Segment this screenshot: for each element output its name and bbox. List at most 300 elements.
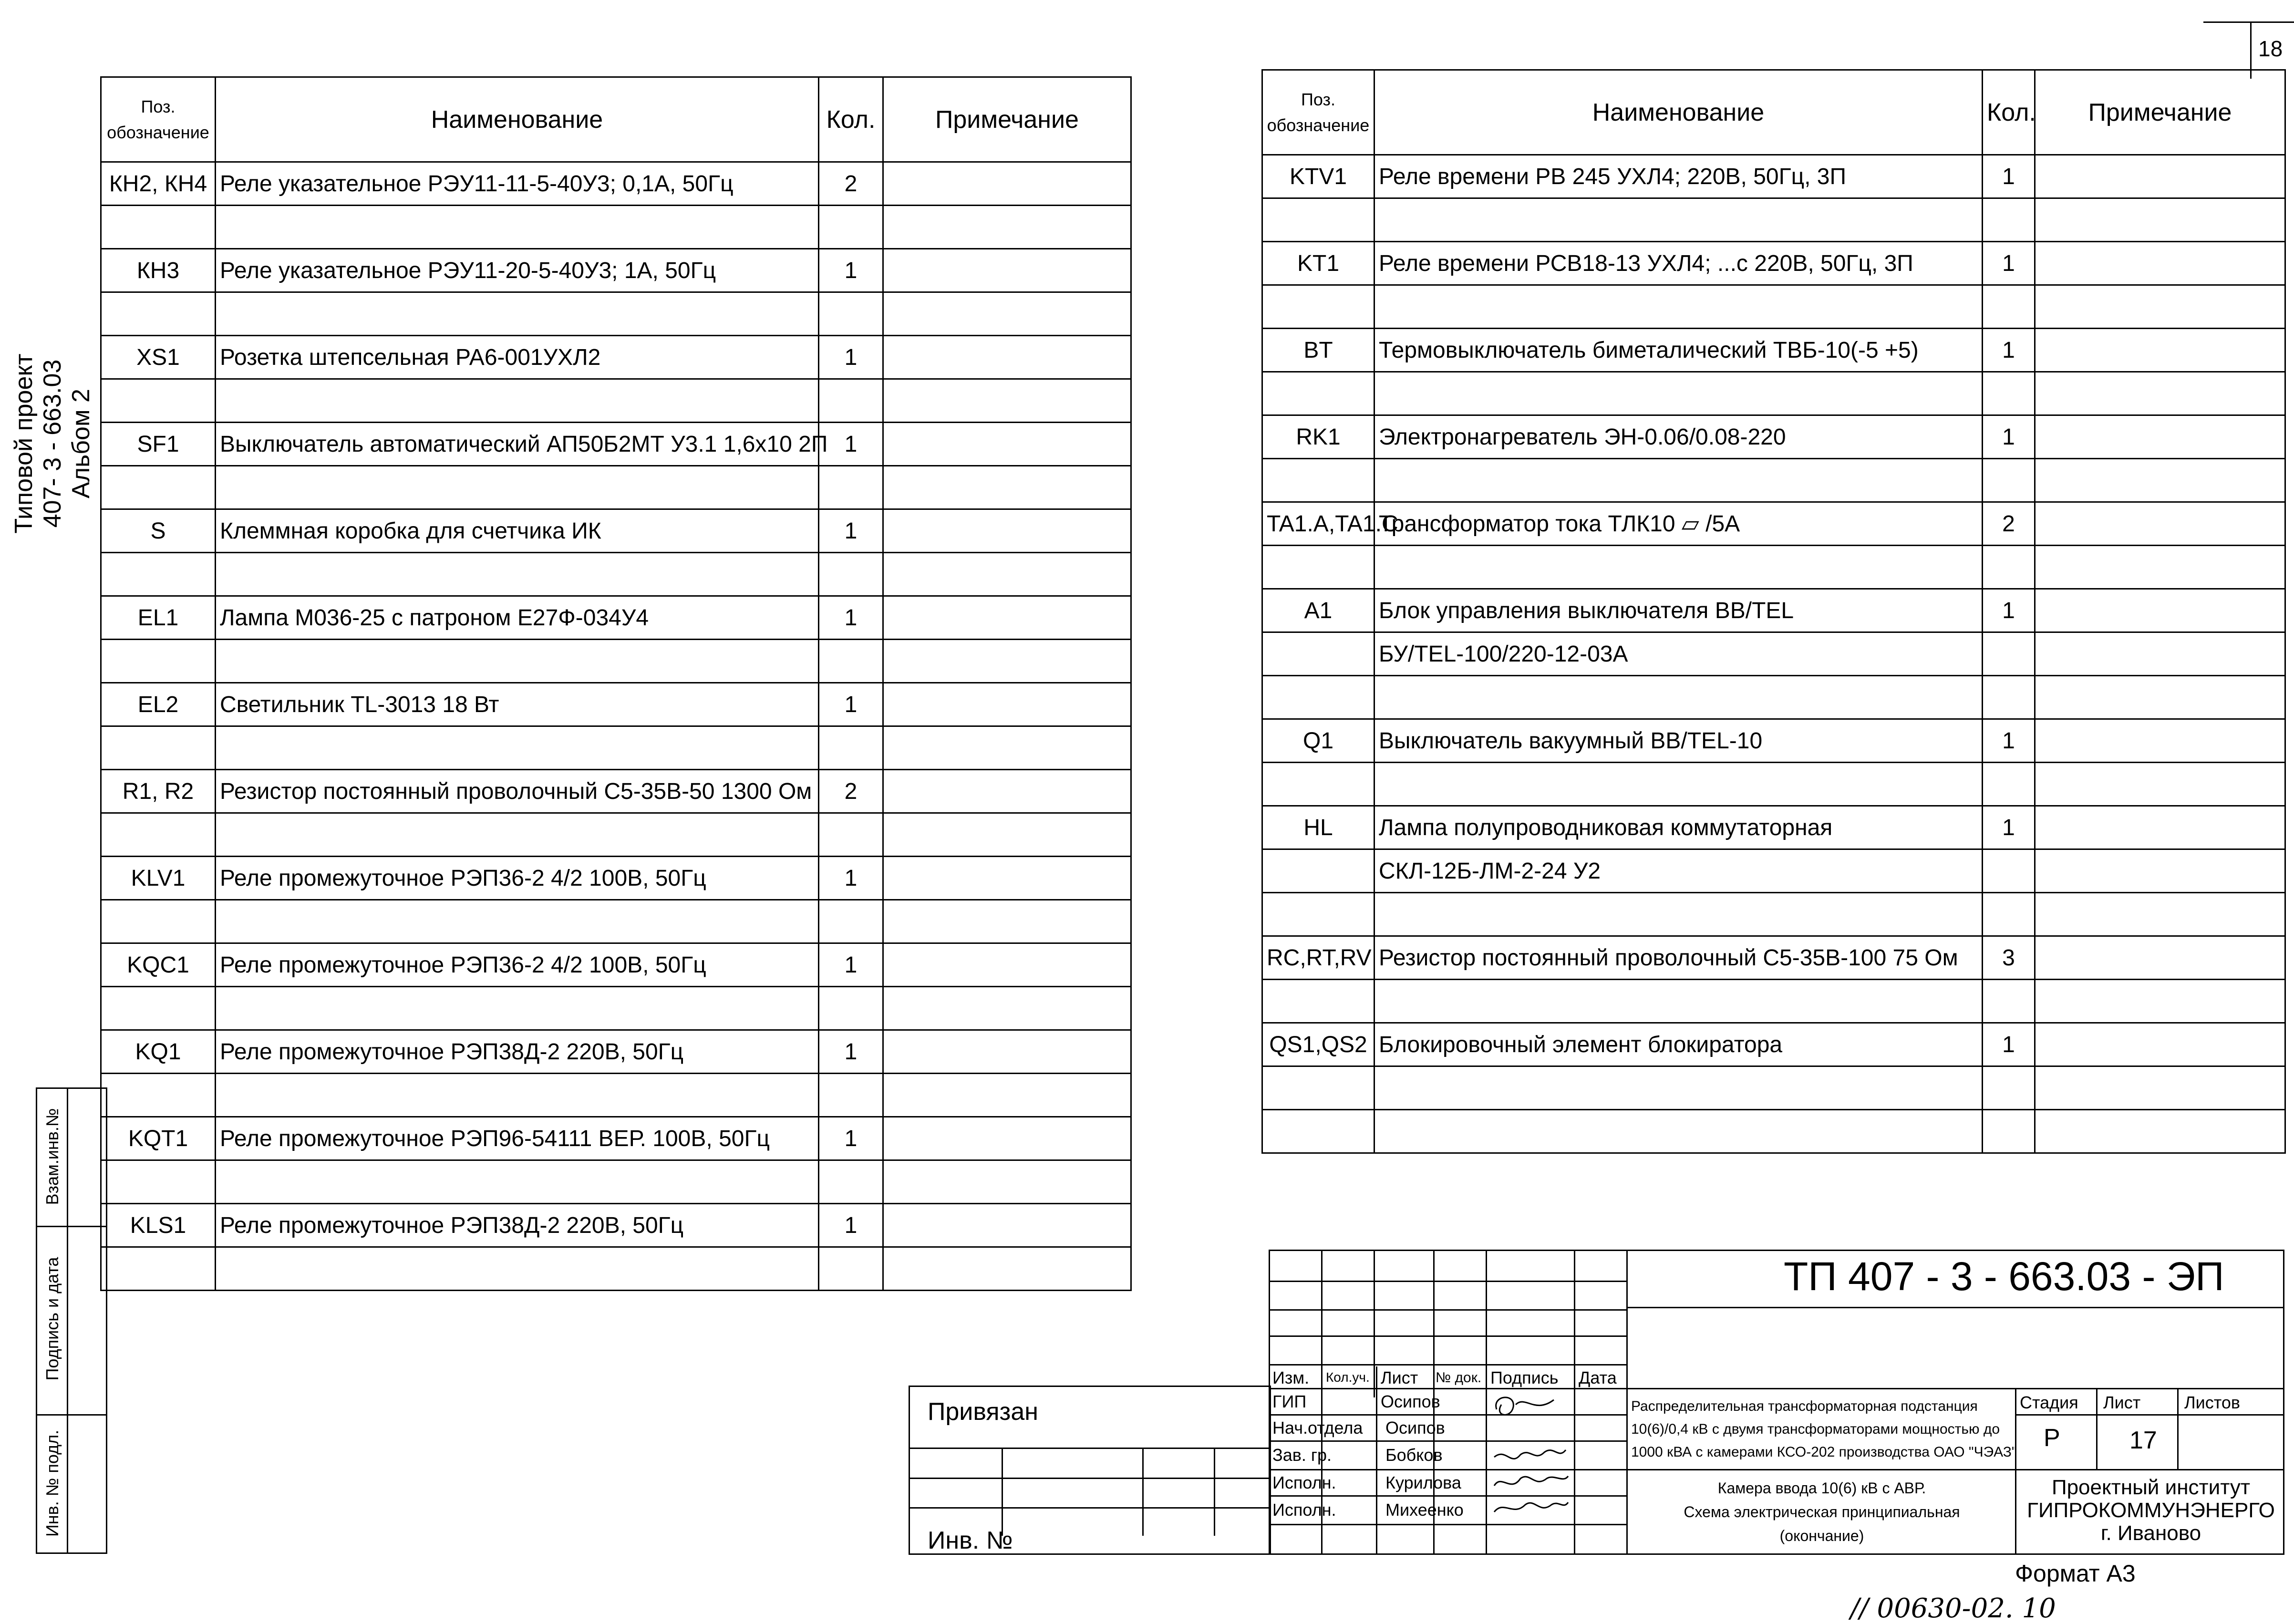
format-label: Формат А3 xyxy=(2015,1560,2136,1587)
cell-pos: QS1,QS2 xyxy=(1262,1023,1374,1066)
cell-qty: 1 xyxy=(819,1117,883,1160)
table-row xyxy=(1262,242,2285,285)
cell-name: Реле промежуточное РЭП38Д-2 220В, 50Гц xyxy=(216,1030,819,1074)
cell-note xyxy=(2035,155,2285,198)
cell-name xyxy=(216,1160,819,1204)
table-row xyxy=(101,379,1131,423)
cell-note xyxy=(883,509,1131,553)
cell-qty: 1 xyxy=(819,1204,883,1247)
side-title-line: 407- 3 - 663.03 xyxy=(39,359,66,528)
cell-qty: 2 xyxy=(819,770,883,813)
stamp-vzam: Взам.инв.№ xyxy=(42,1108,62,1205)
stamp-divider xyxy=(36,1414,107,1416)
privyazan-line xyxy=(1002,1448,1003,1536)
table-row xyxy=(101,423,1131,466)
cell-pos: КН3 xyxy=(101,249,216,292)
table-header xyxy=(101,77,1131,162)
cell-pos: RC,RT,RV xyxy=(1262,936,1374,980)
privyazan-line xyxy=(1214,1448,1215,1536)
cell-qty: 1 xyxy=(819,423,883,466)
cell-qty xyxy=(1983,849,2035,893)
cell-note xyxy=(883,857,1131,900)
cell-pos: R1, R2 xyxy=(101,770,216,813)
table-row xyxy=(101,900,1131,943)
stamp-divider xyxy=(67,1087,68,1554)
doc-code: ТП 407 - 3 - 663.03 - ЭП xyxy=(1784,1254,2224,1299)
tb-line xyxy=(1269,1281,1626,1282)
cell-name: Реле промежуточное РЭП96-54111 ВЕР. 100В, 50Гц xyxy=(216,1117,819,1160)
col-label: Кол.уч. xyxy=(1326,1370,1370,1385)
cell-note xyxy=(2035,936,2285,980)
cell-note xyxy=(2035,676,2285,719)
stamp-inv: Инв. № подл. xyxy=(42,1429,62,1537)
cell-name: Светильник TL-3013 18 Вт xyxy=(216,683,819,726)
sheet-value: 17 xyxy=(2129,1427,2157,1454)
table-row xyxy=(1262,936,2285,980)
header-name: Наименование xyxy=(216,77,819,162)
cell-qty xyxy=(819,987,883,1030)
cell-note xyxy=(883,813,1131,857)
table-row xyxy=(1262,372,2285,415)
cell-name: Реле промежуточное РЭП36-2 4/2 100В, 50Гц xyxy=(216,943,819,987)
tb-line xyxy=(1376,1366,1377,1555)
header-pos: Поз. обозначение xyxy=(1262,70,1374,155)
table-row xyxy=(1262,329,2285,372)
cell-qty xyxy=(1983,198,2035,242)
cell-pos xyxy=(101,1247,216,1291)
col-label: Подпись xyxy=(1490,1368,1559,1387)
role-label: Исполн. xyxy=(1272,1500,1336,1520)
cell-name xyxy=(216,726,819,770)
cell-qty: 1 xyxy=(819,683,883,726)
cell-name: Блокировочный элемент блокиратора xyxy=(1374,1023,1983,1066)
cell-pos: КН2, КН4 xyxy=(101,162,216,206)
cell-pos xyxy=(1262,763,1374,806)
cell-pos xyxy=(1262,849,1374,893)
cell-qty: 3 xyxy=(1983,936,2035,980)
cell-name xyxy=(1374,676,1983,719)
cell-name: Резистор постоянный проволочный С5-35В-100 75 Ом xyxy=(1374,936,1983,980)
cell-pos xyxy=(101,553,216,596)
cell-pos xyxy=(101,379,216,423)
cell-name: Реле промежуточное РЭП36-2 4/2 100В, 50Гц xyxy=(216,857,819,900)
cell-pos xyxy=(1262,459,1374,502)
tb-line xyxy=(1626,1307,2284,1308)
cell-note xyxy=(2035,285,2285,329)
tb-line xyxy=(1574,1250,1575,1555)
privyazan-line xyxy=(909,1507,1271,1509)
side-title xyxy=(10,343,95,544)
tb-line xyxy=(2096,1388,2098,1469)
cell-name: Реле промежуточное РЭП38Д-2 220В, 50Гц xyxy=(216,1204,819,1247)
tb-line xyxy=(1269,1309,1626,1311)
col-label: № док. xyxy=(1436,1370,1482,1386)
cell-pos xyxy=(1262,372,1374,415)
cell-note xyxy=(883,423,1131,466)
cell-name xyxy=(216,987,819,1030)
table-row xyxy=(101,1160,1131,1204)
privyazan-line xyxy=(1142,1448,1144,1536)
cell-pos xyxy=(1262,893,1374,936)
side-title-line: Типовой проект xyxy=(10,353,38,534)
table-row xyxy=(1262,719,2285,763)
person-name: Осипов xyxy=(1385,1418,1445,1438)
cell-name xyxy=(216,640,819,683)
sheet-number: 18 xyxy=(2258,36,2283,61)
cell-qty xyxy=(819,726,883,770)
cell-name: Розетка штепсельная РА6-001УХЛ2 xyxy=(216,336,819,379)
table-row xyxy=(101,466,1131,509)
tb-line xyxy=(1269,1388,1626,1389)
cell-note xyxy=(883,553,1131,596)
table-row xyxy=(101,336,1131,379)
table-row xyxy=(1262,632,2285,676)
cell-qty: 1 xyxy=(819,1030,883,1074)
cell-qty: 1 xyxy=(1983,589,2035,632)
tb-line xyxy=(2177,1388,2179,1469)
cell-note xyxy=(2035,1110,2285,1153)
table-row xyxy=(101,943,1131,987)
cell-qty: 1 xyxy=(1983,155,2035,198)
cell-qty xyxy=(819,466,883,509)
cell-note xyxy=(883,1247,1131,1291)
cell-pos xyxy=(101,987,216,1030)
cell-qty xyxy=(1983,1066,2035,1110)
cell-pos xyxy=(101,813,216,857)
cell-name: Выключатель вакуумный ВВ/TEL-10 xyxy=(1374,719,1983,763)
role-label: Исполн. xyxy=(1272,1473,1336,1492)
cell-name xyxy=(1374,893,1983,936)
cell-name xyxy=(1374,1066,1983,1110)
cell-pos: XS1 xyxy=(101,336,216,379)
table-row xyxy=(101,683,1131,726)
table-row xyxy=(101,1030,1131,1074)
table-row xyxy=(101,596,1131,640)
table-row xyxy=(1262,893,2285,936)
table-row xyxy=(1262,502,2285,546)
cell-name: Блок управления выключателя ВВ/TEL xyxy=(1374,589,1983,632)
table-row xyxy=(101,1117,1131,1160)
cell-name: Реле времени РСВ18-13 УХЛ4; ...с 220В, 50Гц, 3П xyxy=(1374,242,1983,285)
cell-pos: SF1 xyxy=(101,423,216,466)
cell-name xyxy=(1374,285,1983,329)
cell-note xyxy=(2035,632,2285,676)
cell-note xyxy=(2035,372,2285,415)
cell-pos xyxy=(101,900,216,943)
cell-pos: KTV1 xyxy=(1262,155,1374,198)
table-row xyxy=(101,162,1131,206)
signatures xyxy=(1487,1390,1573,1524)
cell-qty xyxy=(819,813,883,857)
cell-note xyxy=(2035,589,2285,632)
cell-qty xyxy=(1983,980,2035,1023)
cell-note xyxy=(883,900,1131,943)
cell-name xyxy=(216,1247,819,1291)
cell-note xyxy=(883,379,1131,423)
cell-name xyxy=(216,813,819,857)
role-label: Нач.отдела xyxy=(1272,1418,1363,1438)
tb-line xyxy=(1269,1335,1626,1337)
cell-note xyxy=(2035,415,2285,459)
table-row xyxy=(1262,763,2285,806)
table-row xyxy=(1262,459,2285,502)
cell-qty xyxy=(819,292,883,336)
cell-name xyxy=(1374,459,1983,502)
cell-note xyxy=(883,770,1131,813)
cell-qty: 2 xyxy=(819,162,883,206)
cell-note xyxy=(883,466,1131,509)
cell-pos xyxy=(1262,198,1374,242)
col-label: Дата xyxy=(1579,1368,1617,1387)
cell-qty: 1 xyxy=(819,509,883,553)
role-label: ГИП xyxy=(1272,1392,1307,1411)
cell-pos: KLS1 xyxy=(101,1204,216,1247)
stage-label: Стадия xyxy=(2020,1393,2078,1412)
col-label: Лист xyxy=(1381,1368,1418,1387)
table-row xyxy=(101,509,1131,553)
cell-pos: EL1 xyxy=(101,596,216,640)
cell-pos xyxy=(101,726,216,770)
cell-name: Резистор постоянный проволочный С5-35В-50 1300 Ом xyxy=(216,770,819,813)
table-row xyxy=(101,640,1131,683)
cell-note xyxy=(2035,1066,2285,1110)
cell-note xyxy=(883,206,1131,249)
cell-name: Реле указательное РЭУ11-20-5-40У3; 1А, 50Гц xyxy=(216,249,819,292)
cell-qty: 1 xyxy=(819,336,883,379)
table-row xyxy=(1262,589,2285,632)
cell-qty xyxy=(819,900,883,943)
cell-qty xyxy=(1983,285,2035,329)
cell-note xyxy=(2035,198,2285,242)
cell-pos xyxy=(101,1160,216,1204)
cell-note xyxy=(2035,719,2285,763)
inv-no-label: Инв. № xyxy=(928,1527,1013,1554)
cell-pos xyxy=(101,206,216,249)
cell-qty xyxy=(819,1160,883,1204)
tb-line xyxy=(1269,1364,1626,1365)
cell-pos: A1 xyxy=(1262,589,1374,632)
signature-bobkov xyxy=(1494,1450,1566,1459)
cell-pos: TA1.A,TA1.C xyxy=(1262,502,1374,546)
cell-note xyxy=(883,336,1131,379)
cell-note xyxy=(883,683,1131,726)
cell-note xyxy=(2035,980,2285,1023)
privyazan-line xyxy=(909,1478,1271,1479)
table-row xyxy=(101,206,1131,249)
cell-note xyxy=(883,1074,1131,1117)
cell-note xyxy=(2035,459,2285,502)
cell-pos xyxy=(1262,1066,1374,1110)
org-block: Проектный институт ГИПРОКОММУНЭНЕРГО г. Иваново xyxy=(2027,1476,2275,1545)
cell-qty xyxy=(819,553,883,596)
cell-note xyxy=(883,1030,1131,1074)
privyazan-label: Привязан xyxy=(928,1398,1039,1426)
cell-note xyxy=(2035,1023,2285,1066)
cell-pos: KT1 xyxy=(1262,242,1374,285)
cell-pos: KLV1 xyxy=(101,857,216,900)
cell-name xyxy=(1374,198,1983,242)
cell-qty: 1 xyxy=(1983,329,2035,372)
cell-qty xyxy=(1983,893,2035,936)
person-name: Бобков xyxy=(1385,1445,1443,1465)
header-qty: Кол. xyxy=(819,77,883,162)
cell-qty: 1 xyxy=(819,596,883,640)
tb-line xyxy=(2015,1414,2284,1416)
table-row xyxy=(101,1204,1131,1247)
cell-name: Лампа М036-25 с патроном Е27Ф-034У4 xyxy=(216,596,819,640)
cell-name: Реле указательное РЭУ11-11-5-40У3; 0,1А, 50Гц xyxy=(216,162,819,206)
cell-qty xyxy=(819,1247,883,1291)
table-row xyxy=(1262,1066,2285,1110)
cell-pos: KQT1 xyxy=(101,1117,216,1160)
cell-pos xyxy=(1262,676,1374,719)
cell-qty: 1 xyxy=(819,857,883,900)
cell-note xyxy=(2035,242,2285,285)
cell-name: Лампа полупроводниковая коммутаторная xyxy=(1374,806,1983,849)
cell-qty xyxy=(819,1074,883,1117)
cell-qty: 2 xyxy=(1983,502,2035,546)
table-header xyxy=(1262,70,2285,155)
table-row xyxy=(1262,676,2285,719)
cell-note xyxy=(2035,806,2285,849)
description: Распределительная трансформаторная подстанция 10(6)/0,4 кВ с двумя трансформаторами мощностью до 1000 кВА с камерами КСО-202 производства ОАО "ЧЭАЗ" xyxy=(1631,1398,2017,1460)
table-row xyxy=(101,726,1131,770)
cell-name xyxy=(216,379,819,423)
cell-pos: RK1 xyxy=(1262,415,1374,459)
cell-pos: BT xyxy=(1262,329,1374,372)
table-row xyxy=(1262,198,2285,242)
cell-note xyxy=(2035,546,2285,589)
footer-handwritten: // 00630-02. 10 xyxy=(1850,1593,2056,1624)
cell-qty xyxy=(1983,676,2035,719)
stamp-divider xyxy=(36,1226,107,1227)
cell-name xyxy=(216,900,819,943)
role-label: Зав. гр. xyxy=(1272,1445,1332,1465)
table-row xyxy=(1262,806,2285,849)
cell-pos xyxy=(101,1074,216,1117)
cell-name xyxy=(216,292,819,336)
tb-line xyxy=(1626,1388,2284,1389)
spec-table-right xyxy=(1261,69,2286,1154)
table-row xyxy=(101,857,1131,900)
cell-note xyxy=(883,640,1131,683)
cell-note xyxy=(2035,893,2285,936)
privyazan-line xyxy=(909,1448,1271,1449)
tb-line xyxy=(1626,1469,2284,1470)
cell-note xyxy=(883,726,1131,770)
tb-line xyxy=(1269,1524,1626,1525)
tb-line xyxy=(1626,1250,1628,1555)
cell-qty: 1 xyxy=(819,943,883,987)
cell-pos xyxy=(1262,632,1374,676)
header-pos: Поз. обозначение xyxy=(101,77,216,162)
header-name: Наименование xyxy=(1374,70,1983,155)
spec-table-left xyxy=(100,76,1132,1291)
table-row xyxy=(1262,546,2285,589)
cell-name xyxy=(216,553,819,596)
cell-note xyxy=(883,1117,1131,1160)
cell-note xyxy=(2035,849,2285,893)
cell-note xyxy=(2035,763,2285,806)
cell-name xyxy=(216,206,819,249)
cell-qty xyxy=(1983,546,2035,589)
cell-qty: 1 xyxy=(1983,806,2035,849)
signature-miheenko xyxy=(1494,1502,1568,1512)
cell-name xyxy=(1374,980,1983,1023)
cell-name xyxy=(1374,763,1983,806)
person-name: Михеенко xyxy=(1385,1500,1464,1520)
cell-name: Трансформатор тока ТЛК10 ▱ /5А xyxy=(1374,502,1983,546)
cell-name: Термовыключатель биметалический ТВБ-10(-5 +5) xyxy=(1374,329,1983,372)
cell-pos xyxy=(101,640,216,683)
cell-qty xyxy=(1983,1110,2035,1153)
table-row xyxy=(1262,980,2285,1023)
table-row xyxy=(1262,415,2285,459)
header-note: Примечание xyxy=(2035,70,2285,155)
cell-qty xyxy=(1983,372,2035,415)
table-row xyxy=(101,1074,1131,1117)
signature-osipov xyxy=(1496,1397,1554,1415)
table-row xyxy=(101,813,1131,857)
cell-name xyxy=(1374,1110,1983,1153)
table-row xyxy=(101,770,1131,813)
cell-note xyxy=(883,1160,1131,1204)
sheet-label: Лист xyxy=(2103,1393,2141,1412)
cell-name xyxy=(1374,546,1983,589)
header-note: Примечание xyxy=(883,77,1131,162)
cell-note xyxy=(883,292,1131,336)
cell-pos xyxy=(101,466,216,509)
cell-name xyxy=(216,466,819,509)
sheets-label: Листов xyxy=(2184,1393,2240,1412)
side-title-line: Альбом 2 xyxy=(67,389,95,498)
table-row xyxy=(1262,1110,2285,1153)
cell-name xyxy=(216,1074,819,1117)
person-name: Осипов xyxy=(1381,1392,1440,1411)
cell-pos: Q1 xyxy=(1262,719,1374,763)
cell-note xyxy=(883,249,1131,292)
cell-note xyxy=(2035,502,2285,546)
cell-qty: 1 xyxy=(1983,719,2035,763)
table-row xyxy=(101,249,1131,292)
cell-pos xyxy=(1262,546,1374,589)
cell-qty: 1 xyxy=(1983,242,2035,285)
cell-name: Реле времени РВ 245 УХЛ4; 220В, 50Гц, 3П xyxy=(1374,155,1983,198)
cell-note xyxy=(883,1204,1131,1247)
table-row xyxy=(1262,1023,2285,1066)
cell-pos: EL2 xyxy=(101,683,216,726)
table-row xyxy=(101,292,1131,336)
table-row xyxy=(1262,285,2285,329)
cell-note xyxy=(883,162,1131,206)
cell-name: Выключатель автоматический АП50Б2МТ У3.1 1,6х10 2П xyxy=(216,423,819,466)
stage-value: Р xyxy=(2044,1424,2060,1452)
signature-kurilova xyxy=(1494,1476,1568,1486)
cell-name: БУ/TEL-100/220-12-03А xyxy=(1374,632,1983,676)
cell-name: Электронагреватель ЭН-0.06/0.08-220 xyxy=(1374,415,1983,459)
person-name: Курилова xyxy=(1385,1473,1461,1492)
cell-qty: 1 xyxy=(1983,415,2035,459)
cell-qty: 1 xyxy=(1983,1023,2035,1066)
cell-qty xyxy=(819,640,883,683)
cell-qty xyxy=(1983,763,2035,806)
header-qty: Кол. xyxy=(1983,70,2035,155)
cell-pos xyxy=(1262,1110,1374,1153)
stamp-podpis: Подпись и дата xyxy=(42,1257,62,1381)
cell-pos: S xyxy=(101,509,216,553)
cell-note xyxy=(883,596,1131,640)
col-label: Изм. xyxy=(1272,1368,1310,1387)
